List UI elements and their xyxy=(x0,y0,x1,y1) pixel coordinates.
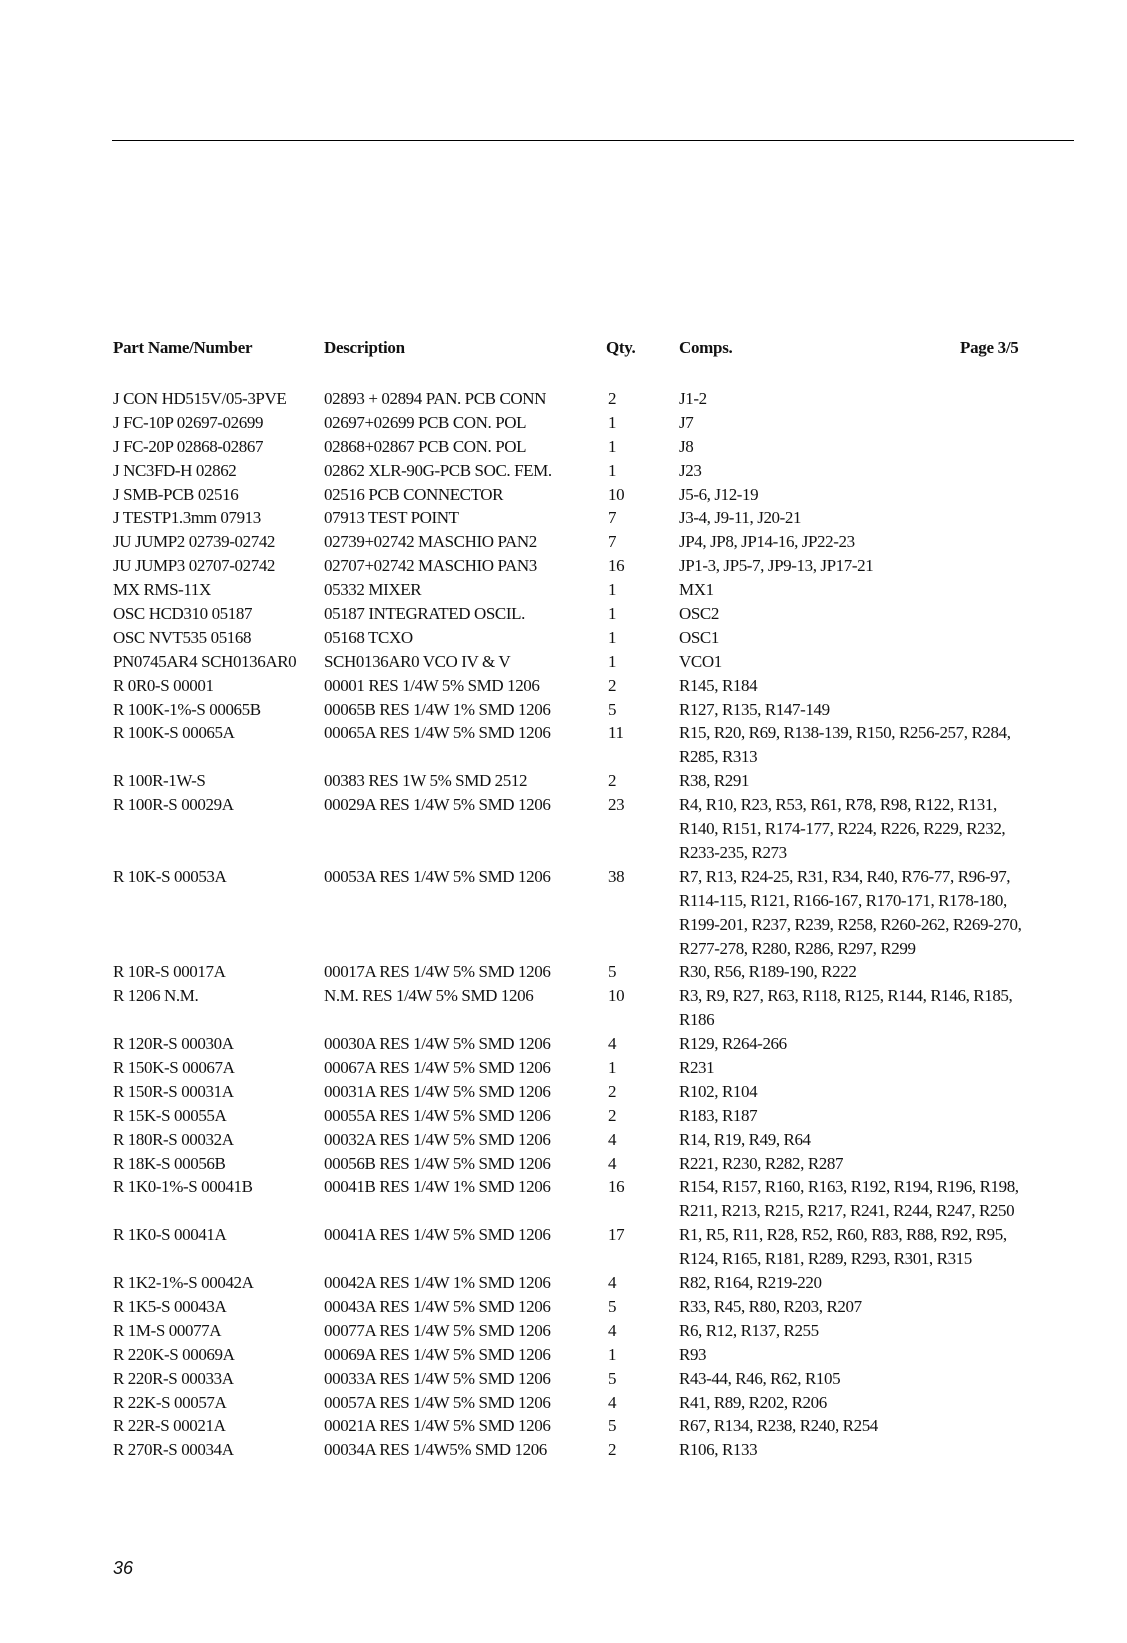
part-description: 00077A RES 1/4W 5% SMD 1206 xyxy=(324,1320,551,1340)
header-qty: Qty. xyxy=(606,338,636,357)
components-line: R41, R89, R202, R206 xyxy=(679,1392,827,1412)
table-row xyxy=(0,435,1127,459)
components-line: J5-6, J12-19 xyxy=(679,484,759,504)
quantity: 7 xyxy=(608,532,617,552)
components-list xyxy=(679,1319,1074,1343)
part-number: R 100R-S 00029A xyxy=(113,795,234,815)
table-row xyxy=(0,1319,1127,1343)
part-number: R 100K-S 00065A xyxy=(113,723,235,743)
components-list xyxy=(679,626,1074,650)
quantity: 1 xyxy=(608,436,617,456)
components-list xyxy=(679,1175,1074,1223)
table-row xyxy=(0,1414,1127,1438)
components-line: R14, R19, R49, R64 xyxy=(679,1129,811,1149)
part-description: N.M. RES 1/4W 5% SMD 1206 xyxy=(324,986,534,1006)
components-line: R145, R184 xyxy=(679,675,758,695)
components-line: R127, R135, R147-149 xyxy=(679,699,830,719)
part-number: R 22R-S 00021A xyxy=(113,1416,226,1436)
part-number: JU JUMP2 02739-02742 xyxy=(113,532,276,552)
components-list xyxy=(679,435,1074,459)
components-line: R15, R20, R69, R138-139, R150, R256-257, R284, xyxy=(679,723,1011,743)
components-list xyxy=(679,1128,1074,1152)
part-description: 00041A RES 1/4W 5% SMD 1206 xyxy=(324,1225,551,1245)
part-description: 00042A RES 1/4W 1% SMD 1206 xyxy=(324,1273,551,1293)
components-line: J3-4, J9-11, J20-21 xyxy=(679,508,802,528)
components-line: R30, R56, R189-190, R222 xyxy=(679,962,857,982)
table-row xyxy=(0,1104,1127,1128)
part-number: J SMB-PCB 02516 xyxy=(113,484,239,504)
components-list xyxy=(679,793,1074,865)
part-description: 07913 TEST POINT xyxy=(324,508,459,528)
part-description: 00033A RES 1/4W 5% SMD 1206 xyxy=(324,1368,551,1388)
header-part-name: Part Name/Number xyxy=(113,338,253,357)
quantity: 1 xyxy=(608,412,617,432)
part-number: J TESTP1.3mm 07913 xyxy=(113,508,261,528)
table-row xyxy=(0,1223,1127,1271)
quantity: 5 xyxy=(608,1368,617,1388)
components-line: R124, R165, R181, R289, R293, R301, R315 xyxy=(679,1249,972,1269)
components-list xyxy=(679,1104,1074,1128)
part-number: R 150R-S 00031A xyxy=(113,1081,234,1101)
quantity: 16 xyxy=(608,556,625,576)
part-description: 02707+02742 MASCHIO PAN3 xyxy=(324,556,537,576)
header-description: Description xyxy=(324,338,405,357)
part-number: R 180R-S 00032A xyxy=(113,1129,234,1149)
components-list xyxy=(679,865,1074,961)
quantity: 4 xyxy=(608,1392,617,1412)
components-line: R186 xyxy=(679,1010,715,1030)
components-list xyxy=(679,698,1074,722)
components-line: R211, R213, R215, R217, R241, R244, R247, R250 xyxy=(679,1201,1015,1221)
quantity: 4 xyxy=(608,1153,617,1173)
components-line: R231 xyxy=(679,1058,715,1078)
table-row xyxy=(0,1175,1127,1223)
components-list xyxy=(679,1080,1074,1104)
part-number: R 220R-S 00033A xyxy=(113,1368,234,1388)
components-line: R199-201, R237, R239, R258, R260-262, R269-270, xyxy=(679,914,1022,934)
part-description: 00043A RES 1/4W 5% SMD 1206 xyxy=(324,1296,551,1316)
quantity: 5 xyxy=(608,699,617,719)
quantity: 11 xyxy=(608,723,624,743)
part-number: MX RMS-11X xyxy=(113,580,211,600)
components-list xyxy=(679,387,1074,411)
table-row xyxy=(0,411,1127,435)
components-list xyxy=(679,530,1074,554)
part-description: 00029A RES 1/4W 5% SMD 1206 xyxy=(324,795,551,815)
components-line: JP4, JP8, JP14-16, JP22-23 xyxy=(679,532,855,552)
quantity: 1 xyxy=(608,651,617,671)
part-description: 00030A RES 1/4W 5% SMD 1206 xyxy=(324,1034,551,1054)
components-line: R38, R291 xyxy=(679,771,750,791)
part-description: 00041B RES 1/4W 1% SMD 1206 xyxy=(324,1177,551,1197)
part-number: R 1K2-1%-S 00042A xyxy=(113,1273,254,1293)
table-row xyxy=(0,1056,1127,1080)
components-list xyxy=(679,1438,1074,1462)
part-description: 00069A RES 1/4W 5% SMD 1206 xyxy=(324,1344,551,1364)
quantity: 2 xyxy=(608,771,617,791)
components-line: J8 xyxy=(679,436,694,456)
part-description: 00017A RES 1/4W 5% SMD 1206 xyxy=(324,962,551,982)
table-row xyxy=(0,602,1127,626)
components-list xyxy=(679,1271,1074,1295)
part-description: 00065B RES 1/4W 1% SMD 1206 xyxy=(324,699,551,719)
part-number: R 1K5-S 00043A xyxy=(113,1296,227,1316)
table-row xyxy=(0,1271,1127,1295)
components-line: R106, R133 xyxy=(679,1440,758,1460)
components-line: R33, R45, R80, R203, R207 xyxy=(679,1296,862,1316)
part-description: 00383 RES 1W 5% SMD 2512 xyxy=(324,771,528,791)
components-line: R221, R230, R282, R287 xyxy=(679,1153,844,1173)
components-list xyxy=(679,1152,1074,1176)
components-line: R114-115, R121, R166-167, R170-171, R178-180, xyxy=(679,890,1007,910)
quantity: 4 xyxy=(608,1273,617,1293)
part-description: 02868+02867 PCB CON. POL xyxy=(324,436,527,456)
part-number: J FC-20P 02868-02867 xyxy=(113,436,264,456)
part-number: OSC HCD310 05187 xyxy=(113,604,253,624)
table-row xyxy=(0,650,1127,674)
quantity: 1 xyxy=(608,1058,617,1078)
quantity: 1 xyxy=(608,580,617,600)
part-number: JU JUMP3 02707-02742 xyxy=(113,556,276,576)
table-row xyxy=(0,1367,1127,1391)
table-row xyxy=(0,1128,1127,1152)
table-row xyxy=(0,793,1127,865)
part-number: R 1206 N.M. xyxy=(113,986,199,1006)
part-description: 02516 PCB CONNECTOR xyxy=(324,484,504,504)
quantity: 2 xyxy=(608,1105,617,1125)
part-description: 00031A RES 1/4W 5% SMD 1206 xyxy=(324,1081,551,1101)
components-line: R183, R187 xyxy=(679,1105,758,1125)
quantity: 1 xyxy=(608,460,617,480)
components-line: R67, R134, R238, R240, R254 xyxy=(679,1416,878,1436)
quantity: 5 xyxy=(608,1296,617,1316)
components-list xyxy=(679,1223,1074,1271)
part-number: R 10R-S 00017A xyxy=(113,962,226,982)
table-row xyxy=(0,1032,1127,1056)
components-line: R129, R264-266 xyxy=(679,1034,787,1054)
table-row xyxy=(0,674,1127,698)
components-list xyxy=(679,1032,1074,1056)
table-row xyxy=(0,1152,1127,1176)
quantity: 16 xyxy=(608,1177,625,1197)
components-list xyxy=(679,984,1074,1032)
quantity: 2 xyxy=(608,1440,617,1460)
components-line: R277-278, R280, R286, R297, R299 xyxy=(679,938,916,958)
table-row xyxy=(0,721,1127,769)
quantity: 7 xyxy=(608,508,617,528)
quantity: 10 xyxy=(608,484,625,504)
part-description: 05187 INTEGRATED OSCIL. xyxy=(324,604,525,624)
components-line: MX1 xyxy=(679,580,714,600)
components-list xyxy=(679,769,1074,793)
part-description: 05332 MIXER xyxy=(324,580,422,600)
components-line: R140, R151, R174-177, R224, R226, R229, R232, xyxy=(679,819,1006,839)
components-line: J23 xyxy=(679,460,702,480)
components-list xyxy=(679,1056,1074,1080)
quantity: 4 xyxy=(608,1129,617,1149)
components-line: JP1-3, JP5-7, JP9-13, JP17-21 xyxy=(679,556,874,576)
part-description: 00021A RES 1/4W 5% SMD 1206 xyxy=(324,1416,551,1436)
components-line: VCO1 xyxy=(679,651,722,671)
part-description: SCH0136AR0 VCO IV & V xyxy=(324,651,511,671)
part-description: 00001 RES 1/4W 5% SMD 1206 xyxy=(324,675,540,695)
components-list xyxy=(679,721,1074,769)
quantity: 2 xyxy=(608,389,617,408)
part-number: R 0R0-S 00001 xyxy=(113,675,214,695)
components-line: R1, R5, R11, R28, R52, R60, R83, R88, R92, R95, xyxy=(679,1225,1007,1245)
components-line: R3, R9, R27, R63, R118, R125, R144, R146, R185, xyxy=(679,986,1013,1006)
part-number: R 100K-1%-S 00065B xyxy=(113,699,261,719)
quantity: 5 xyxy=(608,1416,617,1436)
part-description: 00055A RES 1/4W 5% SMD 1206 xyxy=(324,1105,551,1125)
table-row xyxy=(0,960,1127,984)
part-number: R 1K0-S 00041A xyxy=(113,1225,227,1245)
components-line: R233-235, R273 xyxy=(679,842,787,862)
components-line: R43-44, R46, R62, R105 xyxy=(679,1368,841,1388)
table-row xyxy=(0,1343,1127,1367)
part-number: R 22K-S 00057A xyxy=(113,1392,227,1412)
part-description: 05168 TCXO xyxy=(324,627,413,647)
quantity: 23 xyxy=(608,795,625,815)
part-description: 00065A RES 1/4W 5% SMD 1206 xyxy=(324,723,551,743)
table-row xyxy=(0,387,1127,411)
table-row xyxy=(0,769,1127,793)
table-row xyxy=(0,1438,1127,1462)
header-comps: Comps. xyxy=(679,338,733,357)
table-row xyxy=(0,530,1127,554)
components-line: R6, R12, R137, R255 xyxy=(679,1320,819,1340)
components-list xyxy=(679,1414,1074,1438)
part-number: R 1M-S 00077A xyxy=(113,1320,222,1340)
part-number: R 220K-S 00069A xyxy=(113,1344,235,1364)
table-row xyxy=(0,1295,1127,1319)
parts-table xyxy=(0,387,1127,1462)
components-line: J1-2 xyxy=(679,389,707,408)
components-line: OSC1 xyxy=(679,627,719,647)
page-number: 36 xyxy=(113,1558,134,1578)
components-list xyxy=(679,483,1074,507)
components-list xyxy=(679,602,1074,626)
quantity: 5 xyxy=(608,962,617,982)
part-description: 00032A RES 1/4W 5% SMD 1206 xyxy=(324,1129,551,1149)
page-indicator: Page 3/5 xyxy=(960,338,1019,357)
part-description: 00053A RES 1/4W 5% SMD 1206 xyxy=(324,866,551,886)
components-list xyxy=(679,674,1074,698)
part-description: 00057A RES 1/4W 5% SMD 1206 xyxy=(324,1392,551,1412)
part-description: 00034A RES 1/4W5% SMD 1206 xyxy=(324,1440,547,1460)
quantity: 2 xyxy=(608,1081,617,1101)
part-number: J CON HD515V/05-3PVE xyxy=(113,389,287,408)
part-number: R 270R-S 00034A xyxy=(113,1440,234,1460)
table-row xyxy=(0,1080,1127,1104)
components-list xyxy=(679,506,1074,530)
part-description: 00056B RES 1/4W 5% SMD 1206 xyxy=(324,1153,551,1173)
part-description: 02739+02742 MASCHIO PAN2 xyxy=(324,532,537,552)
quantity: 1 xyxy=(608,1344,617,1364)
components-list xyxy=(679,1391,1074,1415)
part-number: R 10K-S 00053A xyxy=(113,866,227,886)
part-description: 02893 + 02894 PAN. PCB CONN xyxy=(324,389,547,408)
part-number: R 18K-S 00056B xyxy=(113,1153,226,1173)
components-list xyxy=(679,578,1074,602)
components-line: R4, R10, R23, R53, R61, R78, R98, R122, R131, xyxy=(679,795,997,815)
table-row xyxy=(0,506,1127,530)
part-number: PN0745AR4 SCH0136AR0 xyxy=(113,651,297,671)
part-number: R 15K-S 00055A xyxy=(113,1105,227,1125)
components-list xyxy=(679,960,1074,984)
quantity: 2 xyxy=(608,675,617,695)
table-row xyxy=(0,865,1127,961)
part-number: R 1K0-1%-S 00041B xyxy=(113,1177,253,1197)
top-rule xyxy=(112,140,1074,141)
components-line: R93 xyxy=(679,1344,707,1364)
quantity: 1 xyxy=(608,627,617,647)
table-row xyxy=(0,554,1127,578)
part-description: 00067A RES 1/4W 5% SMD 1206 xyxy=(324,1058,551,1078)
components-list xyxy=(679,411,1074,435)
components-list xyxy=(679,1295,1074,1319)
components-list xyxy=(679,554,1074,578)
table-row xyxy=(0,459,1127,483)
components-list xyxy=(679,459,1074,483)
components-line: R154, R157, R160, R163, R192, R194, R196, R198, xyxy=(679,1177,1019,1197)
components-line: J7 xyxy=(679,412,694,432)
quantity: 4 xyxy=(608,1034,617,1054)
table-row xyxy=(0,1391,1127,1415)
components-line: R102, R104 xyxy=(679,1081,758,1101)
components-list xyxy=(679,1367,1074,1391)
table-row xyxy=(0,626,1127,650)
components-line: R7, R13, R24-25, R31, R34, R40, R76-77, R96-97, xyxy=(679,866,1011,886)
components-line: OSC2 xyxy=(679,604,719,624)
part-description: 02697+02699 PCB CON. POL xyxy=(324,412,527,432)
part-number: J NC3FD-H 02862 xyxy=(113,460,237,480)
quantity: 17 xyxy=(608,1225,625,1245)
quantity: 10 xyxy=(608,986,625,1006)
quantity: 1 xyxy=(608,604,617,624)
components-line: R285, R313 xyxy=(679,747,758,767)
part-number: R 100R-1W-S xyxy=(113,771,206,791)
quantity: 38 xyxy=(608,866,625,886)
quantity: 4 xyxy=(608,1320,617,1340)
part-number: J FC-10P 02697-02699 xyxy=(113,412,264,432)
components-list xyxy=(679,650,1074,674)
part-number: OSC NVT535 05168 xyxy=(113,627,252,647)
table-row xyxy=(0,698,1127,722)
part-number: R 150K-S 00067A xyxy=(113,1058,235,1078)
components-line: R82, R164, R219-220 xyxy=(679,1273,822,1293)
table-row xyxy=(0,984,1127,1032)
table-row xyxy=(0,483,1127,507)
table-row xyxy=(0,578,1127,602)
part-description: 02862 XLR-90G-PCB SOC. FEM. xyxy=(324,460,552,480)
part-number: R 120R-S 00030A xyxy=(113,1034,234,1054)
components-list xyxy=(679,1343,1074,1367)
